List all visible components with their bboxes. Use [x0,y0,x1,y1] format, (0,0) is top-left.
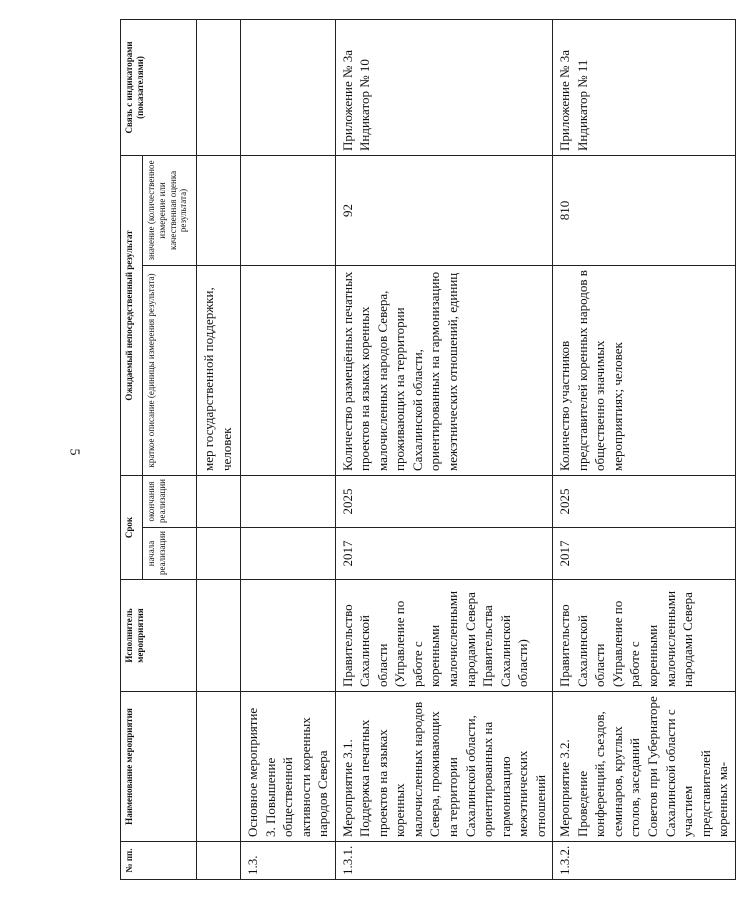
header-term: Срок [121,475,143,579]
cell-start [197,528,241,580]
page-number: 5 [66,448,82,456]
header-result-desc: краткое описание (единицы измерения результата) [143,265,197,475]
table-row [335,19,553,879]
cell-desc [241,265,336,475]
cell-name: Основное мероприятие 3. Повышение общественной активности коренных народов Севера [241,692,336,842]
cell-num: 1.3. [241,842,336,880]
header-term-start: начала реализации [143,528,197,580]
measures-table [120,19,736,880]
cell-name [197,692,241,842]
table-row [241,19,336,879]
cell-name: Мероприятие 3.2. Проведение конференций, съездов, семинаров, круглых столов, заседаний Советов при Губернаторе Сахалинской области с участием представителей коренных ма- [553,692,735,842]
cell-executor [197,580,241,692]
cell-desc: мер государственной поддержки, человек [197,265,241,475]
header-executor: Исполнитель мероприятия [121,580,197,692]
cell-desc: Количество участников представителей коренных народов в общественно значимых мероприятиях; человек [553,265,735,475]
cell-num [197,842,241,880]
cell-num: 1.3.2. [553,842,735,880]
cell-name: Мероприятие 3.1. Поддержка печатных проектов на языках коренных малочисленных народов Севера, проживающих на территории Сахалинской области, ориентированных на гармонизацию межэтнических отношений [335,692,553,842]
cell-num: 1.3.1. [335,842,553,880]
cell-end: 2025 [335,475,553,527]
cell-value: 92 [335,155,553,265]
header-num: № пп. [121,842,197,880]
header-term-end: окончания реализации [143,475,197,527]
cell-link [241,19,336,155]
cell-start: 2017 [553,528,735,580]
cell-value [197,155,241,265]
cell-executor: Правительство Сахалинской области (Управление по работе с коренными малочисленными народами Севера Правительства Сахалинской области) [335,580,553,692]
cell-executor [241,580,336,692]
header-result-value: значение (количественное измерение или качественная оценка результата) [143,155,197,265]
cell-value: 810 [553,155,735,265]
cell-desc: Количество размещённых печатных проектов на языках коренных малочисленных народов Севера, проживающих на территории Сахалинской области, ориентированных на гармонизацию межэтнических отношений, единиц [335,265,553,475]
header-link: Связь с индикаторами (показателями) [121,19,197,155]
table-row [553,19,735,879]
cell-executor: Правительство Сахалинской области (Управление по работе с коренными малочисленными народами Севера [553,580,735,692]
header-result: Ожидаемый непосредственный результат [121,155,143,475]
header-name: Наименование мероприятия [121,692,197,842]
cell-link: Приложение № 3а Индикатор № 11 [553,19,735,155]
cell-value [241,155,336,265]
cell-start [241,528,336,580]
cell-end: 2025 [553,475,735,527]
cell-end [197,475,241,527]
cell-end [241,475,336,527]
rotated-table-container [120,20,731,880]
table-row [197,19,241,879]
cell-start: 2017 [335,528,553,580]
cell-link [197,19,241,155]
cell-link: Приложение № 3а Индикатор № 10 [335,19,553,155]
